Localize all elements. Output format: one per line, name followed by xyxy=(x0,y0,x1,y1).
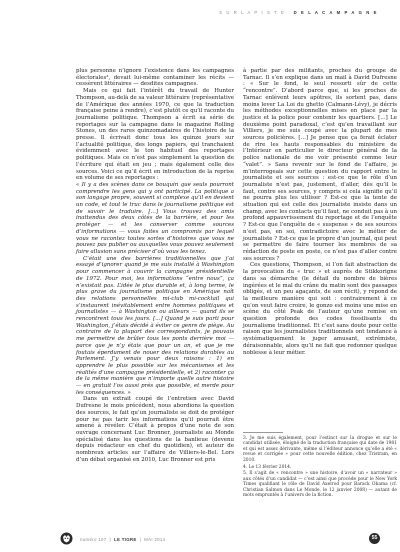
left-quote-paragraph xyxy=(76,256,234,397)
running-header-prefix: S U R L A P I S T E xyxy=(219,10,286,15)
left-paragraph: Mais ce qui fait l’intérêt du travail de Hunter Thompson, au-delà de sa valeur littéraire (représentative de l’Amérique des années 1970, ce que la traduction française peine à rendre), c’est plutôt ce qu’il raconte du journalisme politique. Thompson a écrit sa série de reportages sur la campagne dans le magazine Rolling Stones, un des rares quinzomadaires de l’histoire de la presse. Il écrivait donc tous les quinze jours sur l’actualité politique, des longs papiers, qui tranchaient évidemment avec le ton habituel des reportages politiques. Mais ce n’est pas simplement la question de l’écriture qui était en jeu ; mais également celle des sources. Voici ce qu’il écrit en introduction de la reprise en volume de ses reportages : xyxy=(76,88,234,182)
left-column xyxy=(76,68,234,463)
page-number: 55 xyxy=(369,533,380,544)
footer-issue: numéro 107 xyxy=(80,537,107,542)
footnote: 4. Le 13 février 2014. xyxy=(243,464,292,470)
left-quote-paragraph xyxy=(76,182,234,256)
footer-date: MAI 2014 xyxy=(144,537,166,542)
right-column xyxy=(243,68,397,356)
running-header xyxy=(219,10,378,15)
running-header-section: D E L A C A M P A G N E xyxy=(293,10,378,15)
page-footer xyxy=(60,535,380,545)
footnote: 3. Je me suis également, pour l’estinct sur la drogue et sur le candidat utilisée, éloigné de la traduction française qui date de 1981 et qui est assez dérivante, même si l’éditeur annonce qu’elle a été « revue et corrigée » pour cette nouvelle édition, chez Tristram, en 2010. xyxy=(243,436,397,463)
quote-text: « Il y a des scènes dans ce bouquin que seuls pourront comprendre les gens qui y ont participé. La politique a son langage propre, souvent si complexe qu’il en devient un code, et tout le truc dans le journalisme politique est de savoir le traduire. […] Vous trouvez des amis inattendus des deux côtés de la barrière, et pour les protéger — et les conserver comme sources d’informations — vous faites un compromis par lequel vous ne racontez toutes sortes d’histoires que vous ne pouvez pas publier ou auxquelles vous pouvez seulement faire allusion sans préciser d’où vous les tenez. xyxy=(76,181,234,255)
left-paragraph: Dans un extrait coupé de l’entretien avec David Dufresne le mois précédent, nous abordions la question des sources, le fait qu’un journaliste se doit de protéger pour ne pas tarir les informations qu’il pourrait être amené à révéler. C’était à propos d’une note de son ouvrage concernant Luc Bronner, journaliste au Monde spécialisé dans les questions de la banlieue (devenu depuis rédacteur en chef du quotidien), et auteur de nombreux articles sur l’affaire de Villiers-le-Bel. Lors d’un débat organisé en 2010, Luc Bronner est pris xyxy=(76,396,234,463)
footer-text: numéro 107 | LE TIGRE | MAI 2014 xyxy=(80,537,166,542)
right-paragraph: Ces questions, Thompson, si l’on fait abstraction de la provocation du « truc » et auprès de Stikkorigne dans sa démarche (le détail du nombre de bières ingérées et le mal du crâne du matin sont des passages obligés, et un peu agaçants, de son récit), y répond de la meilleure manière qui soit : contrairement à ce qu’on veut faire croire, le gonzo est moins une mise en scène du côté Peak de l’auteur qu’une remise en question profonde des codes fossilisants du journalisme traditionnel. Et c’est sans doute pour cette raison que les journalistes traditionnels ont tendance à systématiquement le juger amusant, extrémiste, déraisonnable, alors qu’il ne fait que redonner quelque noblesse à leur métier. xyxy=(243,262,397,356)
right-paragraph: à partie par des militants, proches du groupe de Tarnac. Il s’en explique dans un mail à David Dufresne : « Sur le fond, le seul ressorti sûr de cette “rencontre”. D’abord parce que, si les proches de Tarnac enlèvent leurs apôtres, ils sortent pas, dans moins lever La Loi du ghetto (Calmann-Lévy), je décris les méthodes exceptionnelles mises en place par la justice et la police pour contenir les quartiers. […] Le deuxième point paradoxal, c’est qu’en travaillant sur Villiers, je me suis coupé avec la plupart de mes sources policières. […] Je pense que ça ferait éclater de rire les hauts responsables du ministère de l’Intérieur en particulier le directeur général de la police nationale de me voir présenté comme leur “valet”. » Sans revenir sur le fond de l’affaire, je m’interrogeais sur cette question du rapport entre le journaliste et ses sources : est-ce que le rôle d’un journaliste n’est pas, justement, d’aller, dès qu’il le faut, contre ses sources, y compris si cela signifie qu’il ne pourra plus les utiliser ? Est-ce que la tente de situation qui est celle des journaliste insiste dans un champ, avec les contacts qu’il faut, ne conduit pas à un profond appauvrissement du reportage et de l’enquête ? Est-ce que l’enquête de « suspense » de ses sources n’est pas, en soi, contradictoire avec le métier de journaliste ? Est-ce que le propre d’un journal, qui peut se permettre de faire tourner les membres de sa rédaction de poste en poste, ce n’est pas d’aller contre ses sources ? xyxy=(243,68,397,262)
quote-text: C’était une des barrières traditionnelles que j’ai essayé d’ignorer quand je me suis installé à Washington pour commencer à couvrir la campagne présidentielle de 1972. Pour moi, les informations “entre nous”, ça n’existait pas. L’idée le plus durable et, à long terme, le plus grave du journalisme politique en Amérique naît des relations personnelles mi-club mi-cocktail qui s’instaurent inévitablement entre hommes politiques et journalistes — à Washington ou ailleurs — quand ils se rencontrent tous les jours. […] Quand je suis parti pour Washington, j’étais décidé à éviter ce genre de piège. Au contraire de la plupart des correspondants, je pouvais me permettre de brûler tous les ponts derrière moi — parce que je n’y étais que pour un an, et que je me foutais éperdument de nouer des relations durables au Parlement. J’y venais pour deux raisons : 1) en apprendre le plus possible sur les mécanismes et les réalités d’une campagne présidentielle, et 2) raconter ça de la même manière que n’importe quelle autre histoire — en gratuit l’os aussi près que possible, et merde pour les conséquences. » xyxy=(76,255,234,396)
left-paragraph: plus personne n’ignore l’existence dans les campagnes électorales³, devait lui-même contaminer les récits — cessèrent littéraires — desdites campagnes. xyxy=(76,68,234,88)
footnote: 5. Il s’agit de « rencontre » une histoire, d’avoir un « narrateur » aux côtés d’un candidat — c’est ainsi que procède pour le New York Times qualifiant le rôle de David Axelrod pour Barack Obama (cf. Christian Salmon dans Le Monde, le 12 janvier 2008) — autant de mots empruntés à l’univers de la fiction. xyxy=(243,471,397,499)
tiger-logo-icon xyxy=(60,532,73,545)
footnotes xyxy=(243,432,397,500)
footnote-rule xyxy=(243,432,283,433)
footer-brand: LE TIGRE xyxy=(113,537,137,542)
